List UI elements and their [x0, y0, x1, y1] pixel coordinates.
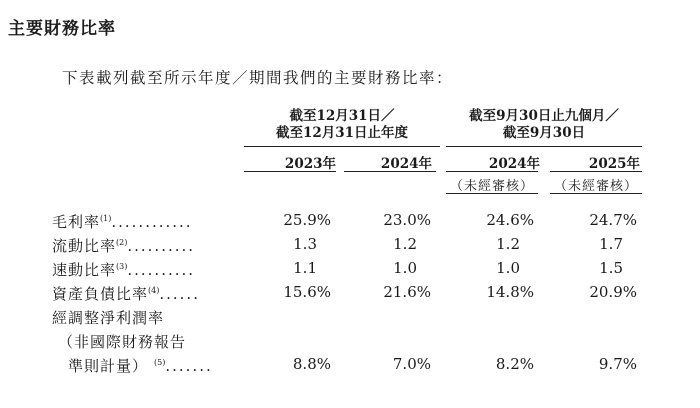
row-label-gross-margin: [52, 211, 193, 232]
group-header-interim-line1: 截至9月30日止九個月／: [469, 108, 619, 124]
year-header: 2025年: [588, 156, 640, 172]
value-cell: 8.2%: [495, 355, 534, 373]
year-header: 2024年: [380, 156, 432, 172]
value-cell: 23.0%: [383, 211, 431, 229]
unaudited-label: （未經審核）: [449, 179, 534, 194]
year-rule: [446, 171, 538, 172]
leader-dots: ............: [111, 213, 193, 231]
row-label-text: 毛利率: [52, 213, 101, 231]
leader-dots: ..........: [127, 261, 196, 279]
value-cell: 1.2: [496, 235, 520, 253]
section-heading: 主要財務比率: [8, 19, 116, 39]
value-cell: 20.9%: [589, 283, 637, 301]
value-cell: 1.2: [393, 235, 417, 253]
group-rule-annual: [244, 146, 440, 147]
year-rule: [244, 171, 336, 172]
value-cell: 1.1: [293, 259, 317, 277]
footnote-marker: (3): [116, 262, 128, 271]
value-cell: 8.8%: [292, 355, 331, 373]
footnote-marker: (1): [100, 214, 112, 223]
leader-dots: .......: [165, 357, 213, 375]
value-cell: 1.7: [599, 235, 623, 253]
group-rule-interim: [446, 146, 642, 147]
value-cell: 24.6%: [486, 211, 534, 229]
year-header: 2023年: [284, 156, 336, 172]
value-cell: 1.5: [599, 259, 623, 277]
row-label-quick-ratio: [52, 259, 195, 280]
row-label-adjusted-net-margin-line2: （非國際財務報告: [58, 333, 187, 351]
year-header: 2024年: [488, 156, 540, 172]
row-label-adjusted-net-margin: 經調整淨利潤率: [52, 309, 165, 327]
value-cell: 21.6%: [383, 283, 431, 301]
value-cell: 15.6%: [283, 283, 331, 301]
row-label-text: 準則計量）: [68, 357, 149, 375]
unaudited-label: （未經審核）: [553, 179, 638, 194]
year-rule: [344, 171, 436, 172]
value-cell: 7.0%: [392, 355, 431, 373]
value-cell: 24.7%: [589, 211, 637, 229]
row-label-current-ratio: [52, 235, 195, 256]
group-header-interim-line2: 截至9月30日: [502, 125, 586, 141]
value-cell: 1.0: [496, 259, 520, 277]
year-rule: [550, 171, 642, 172]
row-label-adjusted-net-margin-line3: [68, 355, 213, 376]
row-label-text: 速動比率: [52, 261, 117, 279]
row-label-gearing-ratio: [52, 283, 200, 304]
footnote-marker: (5): [154, 358, 166, 367]
value-cell: 14.8%: [486, 283, 534, 301]
value-cell: 1.0: [393, 259, 417, 277]
value-cell: 9.7%: [598, 355, 637, 373]
intro-text: 下表載列截至所示年度／期間我們的主要財務比率：: [62, 69, 454, 87]
group-header-annual-line1: 截至12月31日／: [289, 108, 395, 124]
footnote-marker: (2): [116, 238, 128, 247]
footnote-marker: (4): [148, 286, 160, 295]
group-header-interim: [446, 108, 642, 142]
value-cell: 25.9%: [283, 211, 331, 229]
group-header-annual: [244, 108, 440, 142]
value-cell: 1.3: [293, 235, 317, 253]
leader-dots: ..........: [127, 237, 196, 255]
unaudited-rule: [550, 193, 642, 194]
row-label-text: 資產負債比率: [52, 285, 149, 303]
row-label-text: 流動比率: [52, 237, 117, 255]
group-header-annual-line2: 截至12月31日止年度: [275, 125, 409, 141]
leader-dots: ......: [159, 285, 200, 303]
unaudited-rule: [446, 193, 538, 194]
